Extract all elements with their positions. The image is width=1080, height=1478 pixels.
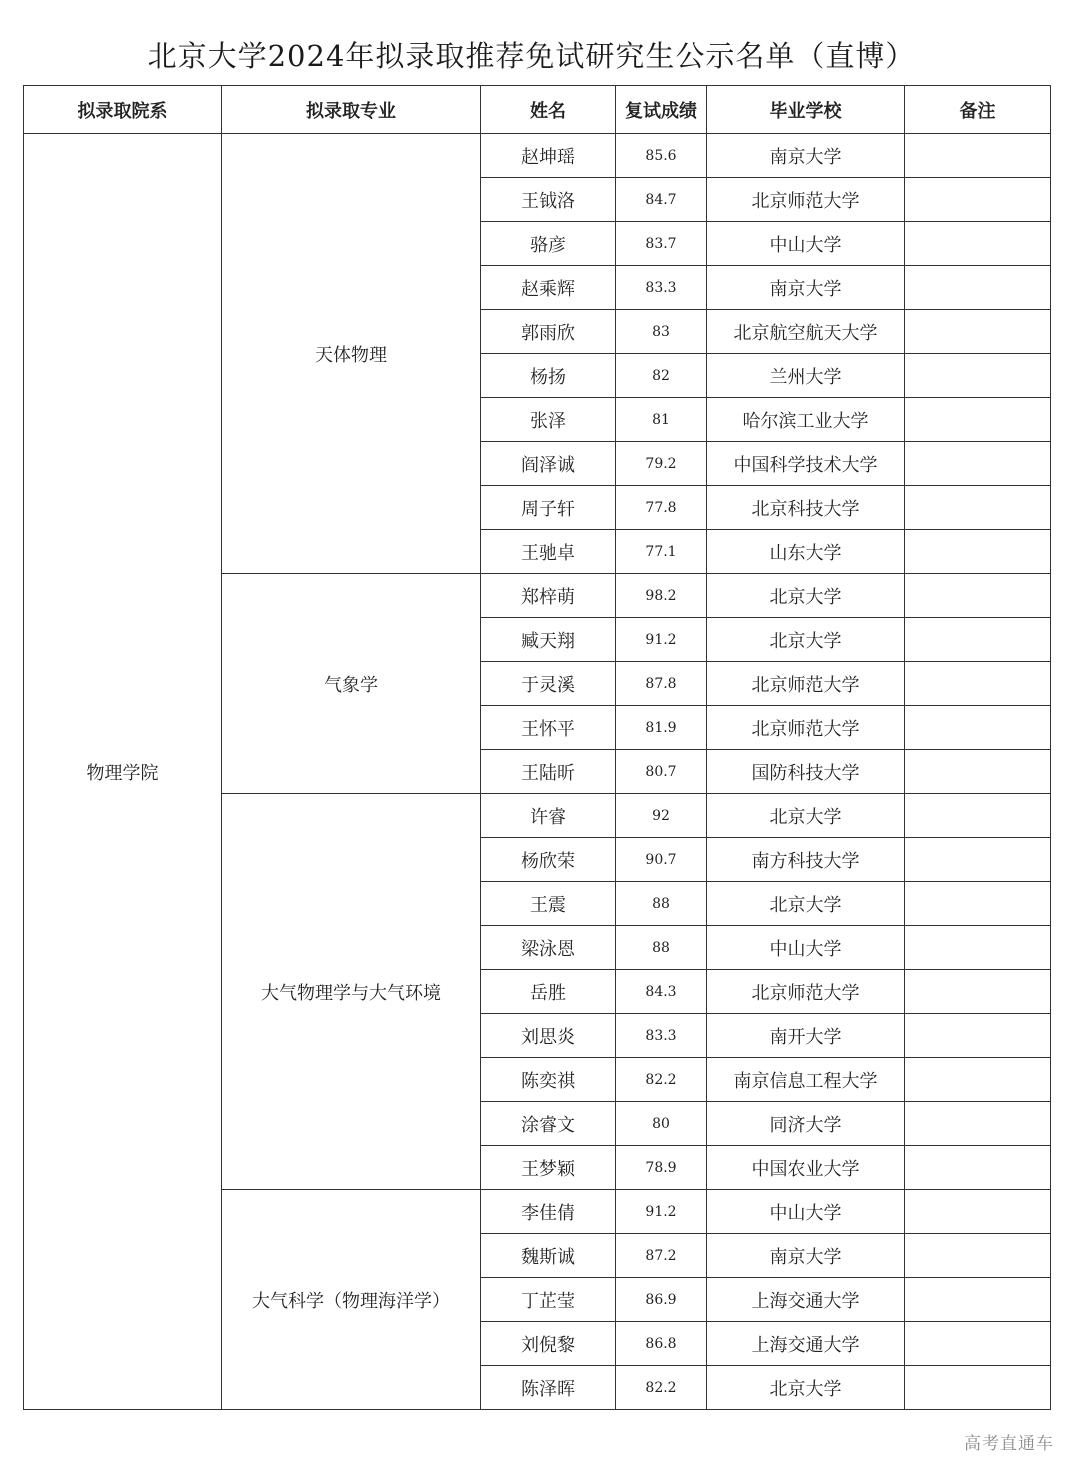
score-cell: 84.3 [616,970,707,1014]
score-cell: 83 [616,310,707,354]
student-name-cell: 丁芷莹 [481,1278,616,1322]
school-cell: 北京师范大学 [707,178,905,222]
student-name-cell: 于灵溪 [481,662,616,706]
school-cell: 南方科技大学 [707,838,905,882]
school-cell: 中山大学 [707,1190,905,1234]
header-dept: 拟录取院系 [24,86,222,134]
school-cell: 南京大学 [707,266,905,310]
note-cell [905,442,1051,486]
school-cell: 同济大学 [707,1102,905,1146]
student-name-cell: 陈奕祺 [481,1058,616,1102]
student-name-cell: 骆彦 [481,222,616,266]
student-name-cell: 郭雨欣 [481,310,616,354]
school-cell: 中山大学 [707,926,905,970]
student-name-cell: 杨扬 [481,354,616,398]
student-name-cell: 岳胜 [481,970,616,1014]
note-cell [905,310,1051,354]
note-cell [905,486,1051,530]
student-name-cell: 王怀平 [481,706,616,750]
student-name-cell: 王陆昕 [481,750,616,794]
note-cell [905,178,1051,222]
note-cell [905,574,1051,618]
score-cell: 91.2 [616,618,707,662]
student-name-cell: 张泽 [481,398,616,442]
school-cell: 北京师范大学 [707,662,905,706]
score-cell: 92 [616,794,707,838]
note-cell [905,398,1051,442]
student-name-cell: 梁泳恩 [481,926,616,970]
note-cell [905,1366,1051,1410]
student-name-cell: 王驰卓 [481,530,616,574]
major-cell: 大气物理学与大气环境 [222,794,481,1190]
note-cell [905,794,1051,838]
note-cell [905,750,1051,794]
score-cell: 80.7 [616,750,707,794]
note-cell [905,1058,1051,1102]
score-cell: 83.3 [616,1014,707,1058]
school-cell: 中国农业大学 [707,1146,905,1190]
note-cell [905,706,1051,750]
note-cell [905,838,1051,882]
note-cell [905,354,1051,398]
note-cell [905,1014,1051,1058]
school-cell: 国防科技大学 [707,750,905,794]
score-cell: 82 [616,354,707,398]
student-name-cell: 李佳倩 [481,1190,616,1234]
score-cell: 84.7 [616,178,707,222]
school-cell: 北京师范大学 [707,970,905,1014]
school-cell: 上海交通大学 [707,1322,905,1366]
student-name-cell: 王震 [481,882,616,926]
score-cell: 81.9 [616,706,707,750]
note-cell [905,662,1051,706]
table-header-row [24,86,1051,134]
score-cell: 83.7 [616,222,707,266]
header-score: 复试成绩 [616,86,707,134]
header-note: 备注 [905,86,1051,134]
student-name-cell: 王梦颖 [481,1146,616,1190]
score-cell: 87.8 [616,662,707,706]
school-cell: 上海交通大学 [707,1278,905,1322]
score-cell: 87.2 [616,1234,707,1278]
note-cell [905,1234,1051,1278]
score-cell: 82.2 [616,1058,707,1102]
score-cell: 86.8 [616,1322,707,1366]
student-name-cell: 刘思炎 [481,1014,616,1058]
watermark: 高考直通车 [964,1434,1054,1454]
page-title: 北京大学2024年拟录取推荐免试研究生公示名单（直博） [147,39,916,73]
student-name-cell: 郑梓萌 [481,574,616,618]
header-name: 姓名 [481,86,616,134]
school-cell: 南京大学 [707,134,905,178]
score-cell: 91.2 [616,1190,707,1234]
table-body [24,134,1051,1410]
score-cell: 80 [616,1102,707,1146]
header-major: 拟录取专业 [222,86,481,134]
note-cell [905,222,1051,266]
student-name-cell: 阎泽诚 [481,442,616,486]
note-cell [905,134,1051,178]
student-name-cell: 王钺洛 [481,178,616,222]
note-cell [905,882,1051,926]
student-name-cell: 杨欣荣 [481,838,616,882]
student-name-cell: 臧天翔 [481,618,616,662]
score-cell: 85.6 [616,134,707,178]
school-cell: 南京信息工程大学 [707,1058,905,1102]
school-cell: 北京航空航天大学 [707,310,905,354]
score-cell: 98.2 [616,574,707,618]
note-cell [905,530,1051,574]
student-name-cell: 涂睿文 [481,1102,616,1146]
admission-table [23,85,1051,1410]
student-name-cell: 周子轩 [481,486,616,530]
note-cell [905,1322,1051,1366]
major-cell: 大气科学（物理海洋学） [222,1190,481,1410]
school-cell: 南京大学 [707,1234,905,1278]
score-cell: 88 [616,926,707,970]
student-name-cell: 刘倪黎 [481,1322,616,1366]
note-cell [905,1278,1051,1322]
note-cell [905,1102,1051,1146]
note-cell [905,970,1051,1014]
major-cell: 气象学 [222,574,481,794]
school-cell: 北京大学 [707,574,905,618]
score-cell: 83.3 [616,266,707,310]
note-cell [905,266,1051,310]
student-name-cell: 赵坤瑶 [481,134,616,178]
school-cell: 山东大学 [707,530,905,574]
table-row [24,134,1051,178]
student-name-cell: 许睿 [481,794,616,838]
header-school: 毕业学校 [707,86,905,134]
school-cell: 北京大学 [707,794,905,838]
school-cell: 南开大学 [707,1014,905,1058]
score-cell: 90.7 [616,838,707,882]
note-cell [905,1190,1051,1234]
student-name-cell: 赵乘辉 [481,266,616,310]
school-cell: 北京大学 [707,1366,905,1410]
note-cell [905,926,1051,970]
school-cell: 中国科学技术大学 [707,442,905,486]
student-name-cell: 魏斯诚 [481,1234,616,1278]
school-cell: 北京师范大学 [707,706,905,750]
department-cell: 物理学院 [24,134,222,1410]
score-cell: 82.2 [616,1366,707,1410]
major-cell: 天体物理 [222,134,481,574]
score-cell: 77.8 [616,486,707,530]
school-cell: 北京大学 [707,882,905,926]
school-cell: 中山大学 [707,222,905,266]
score-cell: 77.1 [616,530,707,574]
score-cell: 86.9 [616,1278,707,1322]
note-cell [905,618,1051,662]
score-cell: 88 [616,882,707,926]
note-cell [905,1146,1051,1190]
school-cell: 北京科技大学 [707,486,905,530]
school-cell: 北京大学 [707,618,905,662]
score-cell: 81 [616,398,707,442]
school-cell: 兰州大学 [707,354,905,398]
school-cell: 哈尔滨工业大学 [707,398,905,442]
score-cell: 79.2 [616,442,707,486]
student-name-cell: 陈泽晖 [481,1366,616,1410]
score-cell: 78.9 [616,1146,707,1190]
